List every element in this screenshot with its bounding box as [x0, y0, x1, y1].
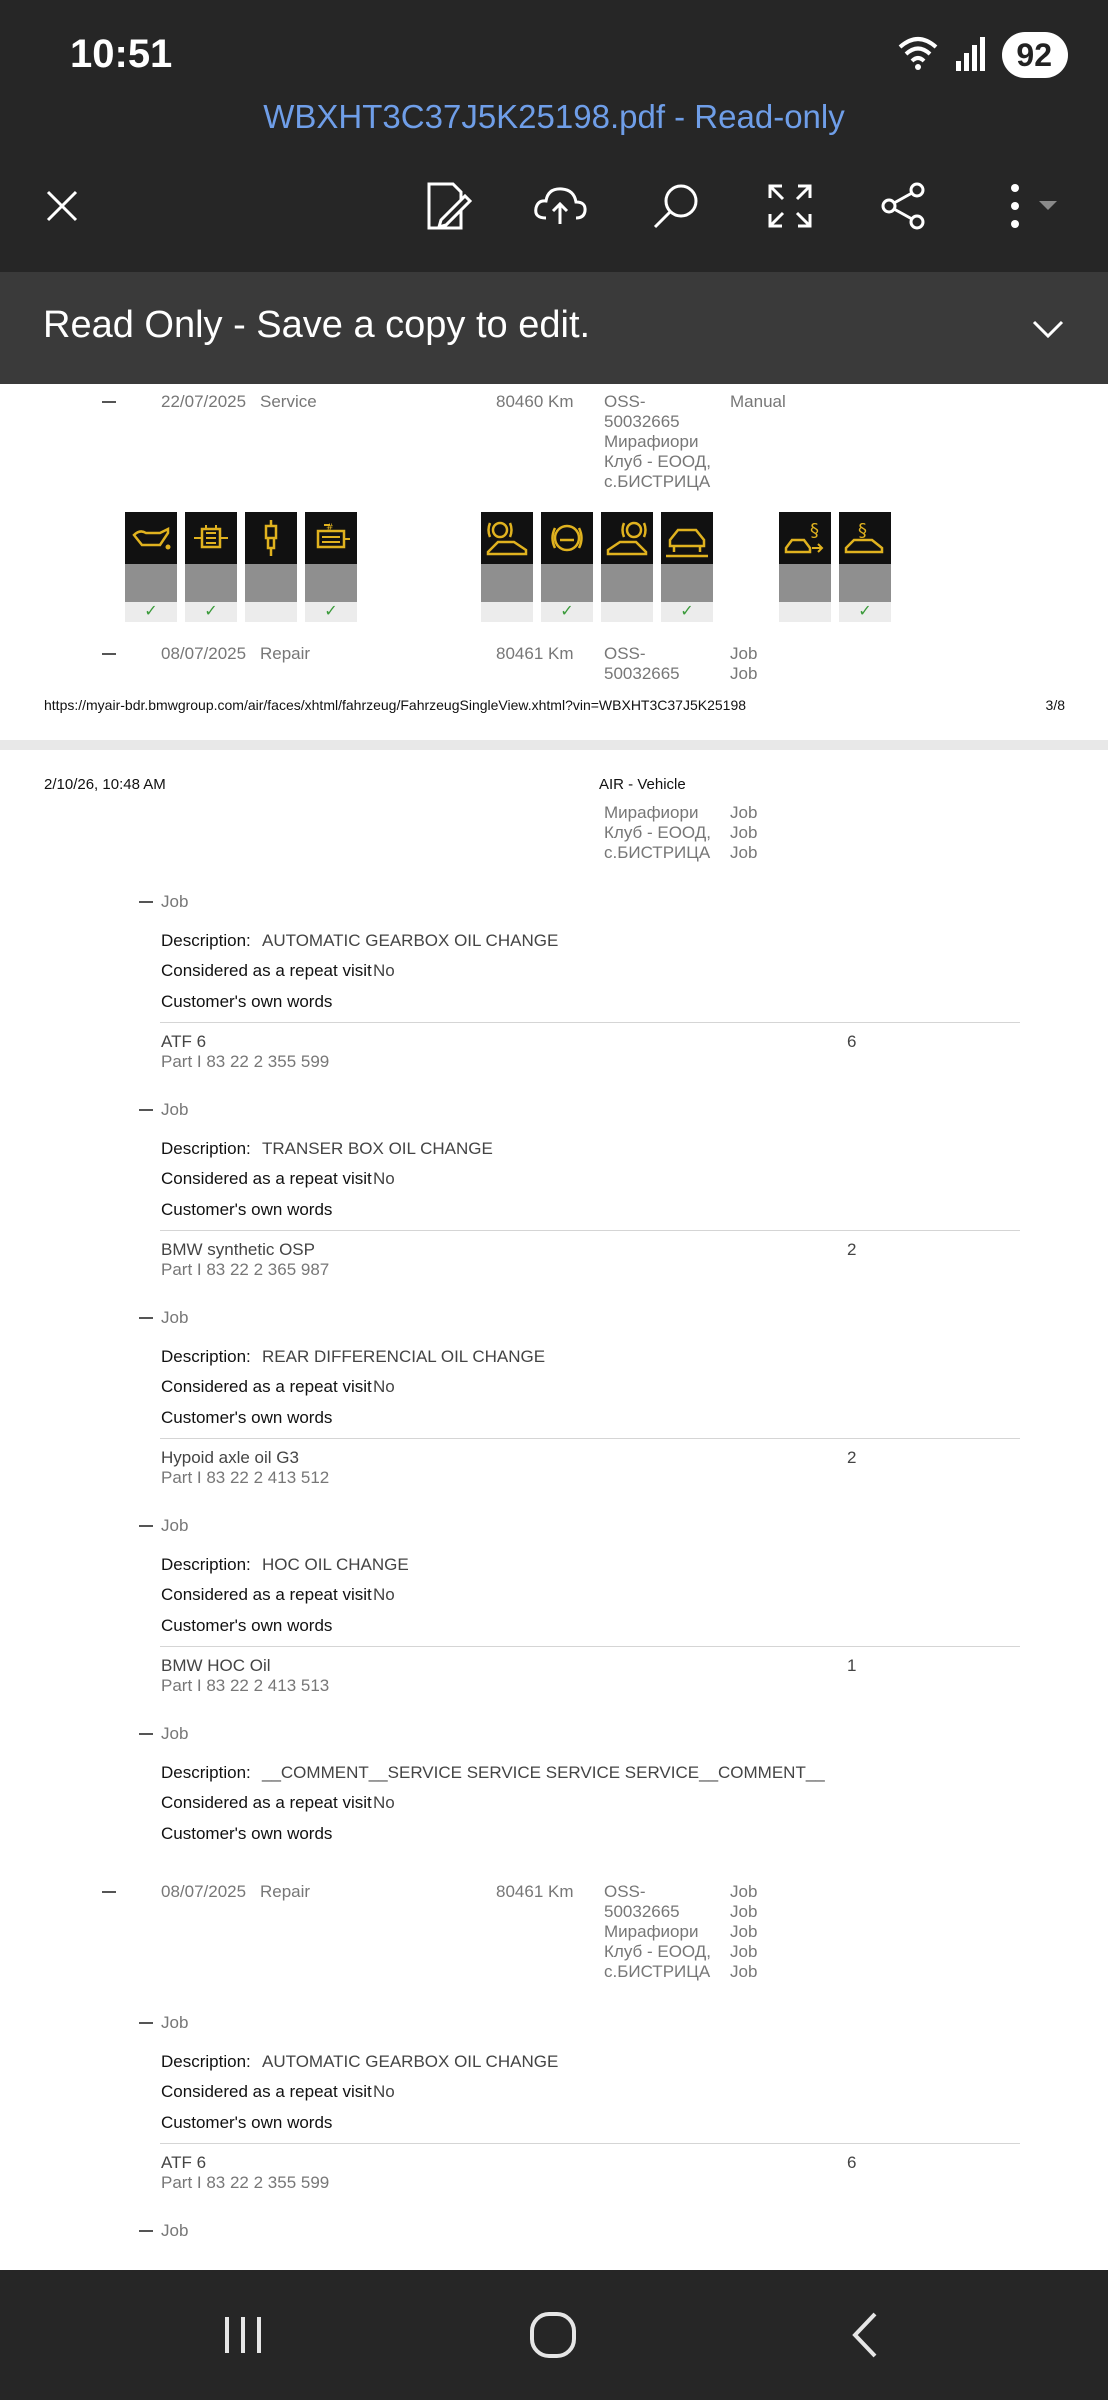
- check-icon: ✓: [185, 602, 237, 622]
- battery-indicator: [1002, 32, 1068, 78]
- customer-words-label: Customer's own words: [161, 1824, 333, 1843]
- job-label: Job: [730, 1902, 758, 1921]
- battery-level: 92: [1016, 36, 1052, 73]
- svg-text:§: §: [858, 520, 867, 541]
- divider: [160, 1022, 1020, 1023]
- footer-url: https://myair-bdr.bmwgroup.com/air/faces/xhtml/fahrzeug/FahrzeugSingleView.xhtml?vin=WBXHT3C37J5K25198: [44, 697, 747, 713]
- part-number: Part I 83 22 2 413 512: [161, 1468, 330, 1487]
- dealer-line: с.БИСТРИЦА: [604, 1962, 711, 1981]
- job-heading: Job: [161, 2013, 189, 2032]
- cbs-status-bar: [661, 564, 713, 602]
- cbs-status-bar: [779, 564, 831, 602]
- dealer-line: Мирафиори: [604, 1922, 699, 1941]
- check-icon: ✓: [839, 602, 891, 622]
- description-label: Description:: [161, 1763, 251, 1782]
- repeat-visit-label: Considered as a repeat visit: [161, 2082, 372, 2101]
- job-description: REAR DIFFERENCIAL OIL CHANGE: [262, 1347, 546, 1366]
- job-label: Job: [730, 1942, 758, 1961]
- dealer-line: OSS-: [604, 392, 646, 411]
- customer-words-label: Customer's own words: [161, 1200, 333, 1219]
- dealer-line: с.БИСТРИЦА: [604, 843, 711, 862]
- job-description: AUTOMATIC GEARBOX OIL CHANGE: [262, 2052, 559, 2071]
- dealer-line: OSS-: [604, 644, 646, 663]
- search-icon[interactable]: [646, 176, 706, 236]
- job-label: Job: [730, 823, 758, 842]
- page-number: 3/8: [1045, 697, 1065, 713]
- more-icon[interactable]: [990, 176, 1070, 236]
- cbs-status-bar: [839, 564, 891, 602]
- svg-text:§: §: [810, 520, 819, 541]
- check-icon: ✓: [661, 602, 713, 622]
- cbs-status-bar: [305, 564, 357, 602]
- part-name: Hypoid axle oil G3: [161, 1448, 299, 1467]
- divider: [160, 1646, 1020, 1647]
- repeat-visit-value: No: [373, 1169, 395, 1188]
- part-quantity: 6: [847, 2153, 857, 2172]
- job-label: Job: [730, 1882, 758, 1901]
- part-name: BMW synthetic OSP: [161, 1240, 315, 1259]
- signal-icon: [954, 33, 988, 78]
- collapse-icon[interactable]: [139, 2230, 153, 2232]
- repeat-visit-label: Considered as a repeat visit: [161, 1793, 372, 1812]
- job-heading: Job: [161, 1308, 189, 1327]
- job-heading: Job: [161, 1100, 189, 1119]
- collapse-icon[interactable]: [139, 1317, 153, 1319]
- customer-words-label: Customer's own words: [161, 1616, 333, 1635]
- emission-inspection-icon: [779, 512, 831, 564]
- job-label: Job: [730, 1922, 758, 1941]
- description-label: Description:: [161, 1347, 251, 1366]
- cbs-foot-empty: [779, 602, 831, 622]
- entry-date: 08/07/2025: [161, 644, 247, 663]
- collapse-icon[interactable]: [102, 653, 116, 655]
- part-quantity: 1: [847, 1656, 857, 1675]
- status-time: 10:51: [70, 32, 173, 76]
- part-number: Part I 83 22 2 355 599: [161, 2173, 330, 2192]
- brake-front-icon: [481, 512, 533, 564]
- part-number: Part I 83 22 2 365 987: [161, 1260, 330, 1279]
- entry-mileage: 80461 Km: [496, 1882, 574, 1901]
- part-name: ATF 6: [161, 1032, 207, 1051]
- part-quantity: 6: [847, 1032, 857, 1051]
- dealer-line: Мирафиори: [604, 432, 699, 451]
- repeat-visit-value: No: [373, 1585, 395, 1604]
- customer-words-label: Customer's own words: [161, 992, 333, 1011]
- collapse-icon[interactable]: [102, 401, 116, 403]
- recent-apps-icon[interactable]: [208, 2300, 278, 2370]
- job-heading: Job: [161, 892, 189, 911]
- collapse-icon[interactable]: [102, 1891, 116, 1893]
- share-icon[interactable]: [874, 176, 934, 236]
- dealer-line: Клуб - ЕООД,: [604, 452, 712, 471]
- entry-type: Service: [260, 392, 317, 411]
- cbs-foot-empty: [481, 602, 533, 622]
- job-heading: Job: [161, 1724, 189, 1743]
- check-icon: ✓: [305, 602, 357, 622]
- dealer-line: 50032665: [604, 664, 680, 683]
- job-description: __COMMENT__SERVICE SERVICE SERVICE SERVICE__COMMENT__: [262, 1763, 825, 1782]
- document-title: WBXHT3C37J5K25198.pdf - Read-only: [263, 98, 845, 135]
- entry-mode: Manual: [730, 392, 786, 411]
- entry-date: 22/07/2025: [161, 392, 247, 411]
- entry-mileage: 80461 Km: [496, 644, 574, 663]
- cbs-status-bar: [185, 564, 237, 602]
- brake-rear-icon: [601, 512, 653, 564]
- read-only-banner[interactable]: [0, 272, 1108, 384]
- edit-icon[interactable]: [418, 176, 478, 236]
- entry-type: Repair: [260, 644, 311, 663]
- job-heading: Job: [161, 2221, 189, 2240]
- print-datetime: 2/10/26, 10:48 AM: [44, 776, 166, 793]
- part-number: Part I 83 22 2 355 599: [161, 1052, 330, 1071]
- divider: [160, 1230, 1020, 1231]
- dealer-line: 50032665: [604, 412, 680, 431]
- check-icon: ✓: [125, 602, 177, 622]
- spark-plug-icon: [245, 512, 297, 564]
- description-label: Description:: [161, 931, 251, 950]
- cbs-foot-empty: [601, 602, 653, 622]
- job-description: TRANSER BOX OIL CHANGE: [262, 1139, 493, 1158]
- repeat-visit-value: No: [373, 961, 395, 980]
- repeat-visit-value: No: [373, 1377, 395, 1396]
- cbs-status-bar: [245, 564, 297, 602]
- chevron-down-icon[interactable]: [1028, 308, 1068, 348]
- particle-filter-icon: [185, 512, 237, 564]
- cbs-status-bar: [601, 564, 653, 602]
- cbs-status-bar: [541, 564, 593, 602]
- job-label: Job: [730, 644, 758, 663]
- repeat-visit-label: Considered as a repeat visit: [161, 1169, 372, 1188]
- svg-text:#: #: [326, 523, 334, 533]
- pdf-viewer[interactable]: [0, 384, 1108, 2270]
- fullscreen-icon[interactable]: [760, 176, 820, 236]
- brake-fluid-icon: [541, 512, 593, 564]
- cbs-status-bar: [481, 564, 533, 602]
- job-description: HOC OIL CHANGE: [262, 1555, 409, 1574]
- collapse-icon[interactable]: [139, 901, 153, 903]
- repeat-visit-label: Considered as a repeat visit: [161, 961, 372, 980]
- collapse-icon[interactable]: [139, 1525, 153, 1527]
- repeat-visit-value: No: [373, 2082, 395, 2101]
- wifi-icon: [896, 33, 940, 78]
- repeat-visit-label: Considered as a repeat visit: [161, 1585, 372, 1604]
- description-label: Description:: [161, 1555, 251, 1574]
- legal-inspection-icon: [839, 512, 891, 564]
- job-label: Job: [730, 664, 758, 683]
- home-icon[interactable]: [518, 2300, 588, 2370]
- customer-words-label: Customer's own words: [161, 1408, 333, 1427]
- description-label: Description:: [161, 2052, 251, 2071]
- dealer-line: 50032665: [604, 1902, 680, 1921]
- page-separator: [0, 740, 1108, 750]
- cloud-upload-icon[interactable]: [530, 176, 590, 236]
- status-icons: [896, 30, 1068, 80]
- entry-mileage: 80460 Km: [496, 392, 574, 411]
- close-icon[interactable]: [32, 176, 92, 236]
- divider: [160, 2143, 1020, 2144]
- description-label: Description:: [161, 1139, 251, 1158]
- dealer-line: Клуб - ЕООД,: [604, 1942, 712, 1961]
- system-nav-bar: [0, 2270, 1108, 2400]
- dealer-line: OSS-: [604, 1882, 646, 1901]
- dealer-line: Клуб - ЕООД,: [604, 823, 712, 842]
- job-label: Job: [730, 1962, 758, 1981]
- cbs-status-bar: [125, 564, 177, 602]
- customer-words-label: Customer's own words: [161, 2113, 333, 2132]
- repeat-visit-label: Considered as a repeat visit: [161, 1377, 372, 1396]
- collapse-icon[interactable]: [139, 1733, 153, 1735]
- part-quantity: 2: [847, 1240, 857, 1259]
- part-number: Part I 83 22 2 413 513: [161, 1676, 330, 1695]
- engine-oil-icon: [125, 512, 177, 564]
- vehicle-inspection-icon: [661, 512, 713, 564]
- job-label: Job: [730, 803, 758, 822]
- part-quantity: 2: [847, 1448, 857, 1467]
- dealer-line: с.БИСТРИЦА: [604, 472, 711, 491]
- back-icon[interactable]: [830, 2300, 900, 2370]
- app-header: [0, 0, 1108, 272]
- print-title: AIR - Vehicle: [599, 776, 686, 793]
- job-description: AUTOMATIC GEARBOX OIL CHANGE: [262, 931, 559, 950]
- entry-type: Repair: [260, 1882, 311, 1901]
- check-icon: ✓: [541, 602, 593, 622]
- vehicle-check-icon: [305, 512, 357, 564]
- job-label: Job: [730, 843, 758, 862]
- collapse-icon[interactable]: [139, 1109, 153, 1111]
- divider: [160, 1438, 1020, 1439]
- repeat-visit-value: No: [373, 1793, 395, 1812]
- dealer-line: Мирафиори: [604, 803, 699, 822]
- banner-text: Read Only - Save a copy to edit.: [43, 304, 591, 346]
- cbs-foot-empty: [245, 602, 297, 622]
- entry-date: 08/07/2025: [161, 1882, 247, 1901]
- collapse-icon[interactable]: [139, 2022, 153, 2024]
- job-heading: Job: [161, 1516, 189, 1535]
- part-name: BMW HOC Oil: [161, 1656, 271, 1675]
- part-name: ATF 6: [161, 2153, 207, 2172]
